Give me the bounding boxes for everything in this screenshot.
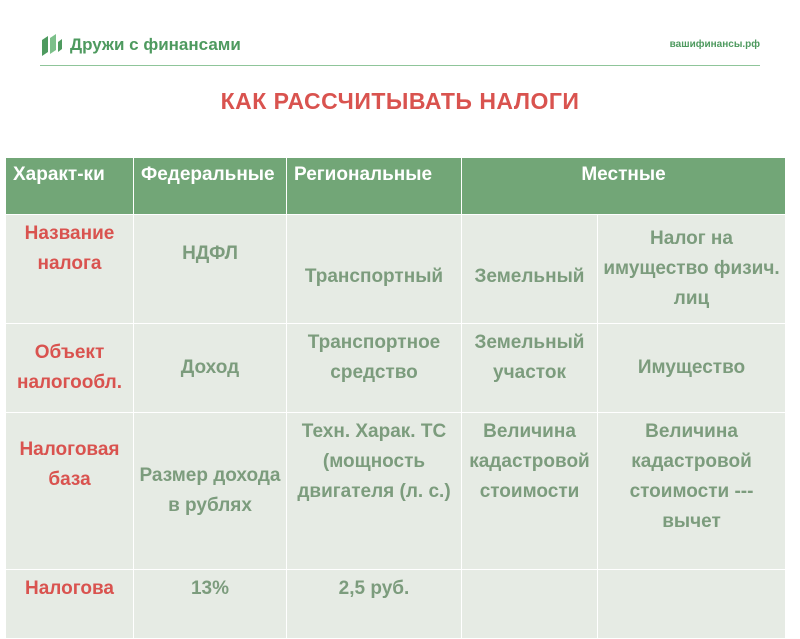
table-cell: Имущество (598, 324, 786, 413)
table-cell: Доход (134, 324, 287, 413)
header-divider (40, 65, 760, 66)
logo-icon (40, 32, 64, 58)
row-label: Объект налогообл. (6, 324, 134, 413)
site-url[interactable]: вашифинансы.рф (669, 39, 760, 50)
header-characteristics: Характ-ки (6, 158, 134, 215)
table-header-row (6, 158, 786, 215)
header (40, 28, 760, 66)
table-row (6, 215, 786, 324)
taxes-table (5, 157, 786, 639)
header-federal: Федеральные (134, 158, 287, 215)
table-cell: Величина кадастровой стоимости (462, 413, 598, 570)
table-row (6, 324, 786, 413)
row-label: Налогова (6, 570, 134, 639)
table-cell: Земельный (462, 215, 598, 324)
brand-logo[interactable] (40, 30, 241, 60)
header-local: Местные (462, 158, 786, 215)
table-cell: Техн. Харак. ТС (мощность двигателя (л. с.) (287, 413, 462, 570)
table-cell: Размер дохода в рублях (134, 413, 287, 570)
table-cell: Налог на имущество физич. лиц (598, 215, 786, 324)
table-cell: Величина кадастровой стоимости --- вычет (598, 413, 786, 570)
row-label: Название налога (6, 215, 134, 324)
table-cell (462, 570, 598, 639)
table-cell: Транспортный (287, 215, 462, 324)
table-cell (598, 570, 786, 639)
table-cell: 13% (134, 570, 287, 639)
table-cell: НДФЛ (134, 215, 287, 324)
table-cell: Транспортное средство (287, 324, 462, 413)
brand-name: Дружи с финансами (70, 35, 241, 54)
table-cell: Земельный участок (462, 324, 598, 413)
table-cell: 2,5 руб. (287, 570, 462, 639)
header-regional: Региональные (287, 158, 462, 215)
row-label: Налоговая база (6, 413, 134, 570)
page-title: КАК РАССЧИТЫВАТЬ НАЛОГИ (220, 88, 580, 114)
table-row (6, 570, 786, 639)
table-row (6, 413, 786, 570)
